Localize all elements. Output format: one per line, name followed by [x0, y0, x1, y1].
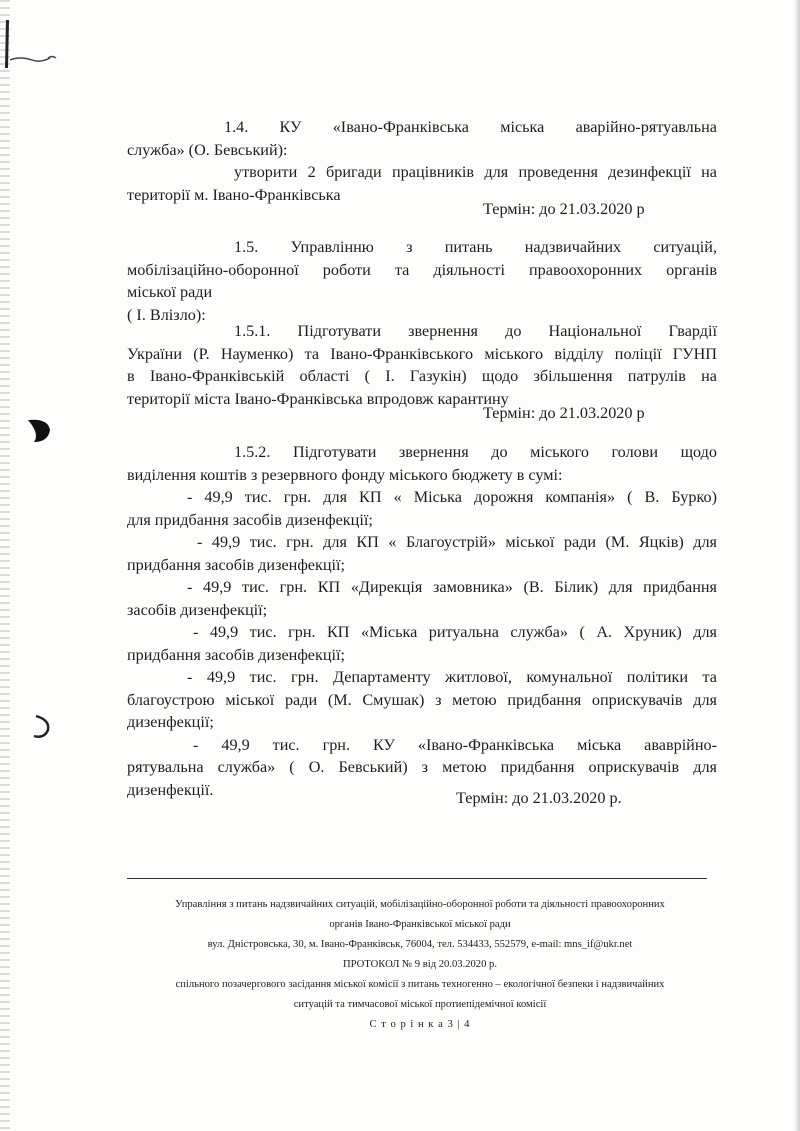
section-1-5-1-line: в Івано-Франківській області ( І. Газукін) щодо збільшення патрулів на	[127, 367, 717, 385]
section-1-4-line: 1.4. КУ «Івано-Франківська міська аварійно-рятуавльна	[224, 118, 717, 136]
section-1-5-2-line: придбання засобів дизенфекції;	[127, 555, 346, 574]
section-1-5-2-line: 1.5.2. Підготувати звернення до міського голови щодо	[234, 443, 717, 461]
footer-department: Управління з питань надзвичайних ситуацій, мобілізаційно-оборонної роботи та діяльності правоохоронних	[175, 899, 665, 910]
section-1-5-2-line: виділення коштів з резервного фонду міського бюджету в сумі:	[127, 465, 563, 484]
section-1-5-2-line: - 49,9 тис. грн. для КП « Благоустрій» міської ради (М. Яцків) для	[197, 533, 717, 551]
footer-divider	[127, 878, 707, 879]
section-1-5-1-line: території міста Івано-Франківська впродовж карантину	[127, 389, 509, 408]
section-1-5-1-line: 1.5.1. Підготувати звернення до Національної Гвардії	[234, 322, 717, 340]
section-1-5-2-line: придбання засобів дизенфекції;	[127, 645, 346, 664]
footer-meeting: спільного позачергового засідання міської комісії з питань техногенно – екологічної безпеки і надзвичайних	[175, 979, 665, 990]
section-1-5-2	[127, 441, 717, 801]
section-1-4	[127, 116, 717, 206]
footer-protocol: ПРОТОКОЛ № 9 від 20.03.2020 р.	[342, 959, 497, 970]
section-1-4-line: утворити 2 бригади працівників для проведення дезинфекції на	[234, 163, 717, 181]
section-1-5-line: міської ради	[127, 283, 213, 301]
punch-hole-lower	[28, 712, 54, 742]
section-1-5-2-line: дизенфекції;	[127, 713, 214, 731]
section-1-5-line: мобілізаційно-оборонної роботи та діяльності правоохоронних органів	[127, 260, 717, 279]
section-1-5-2-line: - 49,9 тис. грн. для КП « Міська дорожня компанія» ( В. Бурко)	[187, 488, 717, 506]
section-1-5-2-line: - 49,9 тис. грн. Департаменту житлової, комунальної політики та	[187, 668, 717, 686]
section-1-5-2-line: для придбання засобів дизенфекції;	[127, 510, 373, 529]
section-1-5-1	[127, 320, 717, 410]
footer-address: вул. Дністровська, 30, м. Івано-Франківськ, 76004, тел. 534433, 552579, e-mail: mns_if@ukr.net	[207, 939, 633, 950]
punch-hole-upper	[22, 414, 54, 446]
scan-edge-left	[0, 0, 10, 1131]
section-1-4-line: території м. Івано-Франківська	[127, 185, 341, 204]
section-1-5-line: 1.5. Управлінню з питань надзвичайних ситуацій,	[234, 238, 717, 256]
section-1-5-2-line: рятувальна служба» ( О. Бевський) з метою придбання оприскувачів для	[127, 758, 717, 776]
section-1-5-2-line: дизенфекції.	[127, 780, 214, 799]
scan-edge-right	[794, 0, 800, 1131]
section-1-4-line: служба» (О. Бевський):	[127, 140, 288, 159]
section-1-5-1-line: України (Р. Науменко) та Івано-Франківського міського відділу поліції ГУНП	[127, 344, 717, 363]
scan-artifact-corner	[2, 18, 72, 78]
deadline-1-5-1: Термін: до 21.03.2020 р	[483, 404, 645, 422]
section-1-5-2-line: благоустрою міської ради (М. Смушак) з метою придбання оприскувачів для	[127, 690, 717, 709]
section-1-5-2-line: - 49,9 тис. грн. КУ «Івано-Франківська міська ававрійно-	[193, 735, 717, 754]
section-1-5	[127, 236, 717, 326]
page-number: С т о р і н к а 3 | 4	[369, 1019, 471, 1030]
section-1-5-line: ( І. Влізло):	[127, 305, 206, 324]
footer-department-cont: органів Івано-Франківської міської ради	[329, 919, 511, 930]
page-footer	[120, 895, 720, 1035]
deadline-1-5-2: Термін: до 21.03.2020 р.	[456, 789, 622, 807]
section-1-5-2-line: - 49,9 тис. грн. КП «Дирекція замовника» (В. Білик) для придбання	[187, 578, 717, 596]
deadline-1-4: Термін: до 21.03.2020 р	[483, 200, 645, 218]
section-1-5-2-line: - 49,9 тис. грн. КП «Міська ритуальна служба» ( А. Хруник) для	[193, 623, 717, 641]
footer-commission: ситуацій та тимчасової міської протиепідемічної комісії	[293, 999, 547, 1010]
section-1-5-2-line: засобів дизенфекції;	[127, 600, 268, 619]
